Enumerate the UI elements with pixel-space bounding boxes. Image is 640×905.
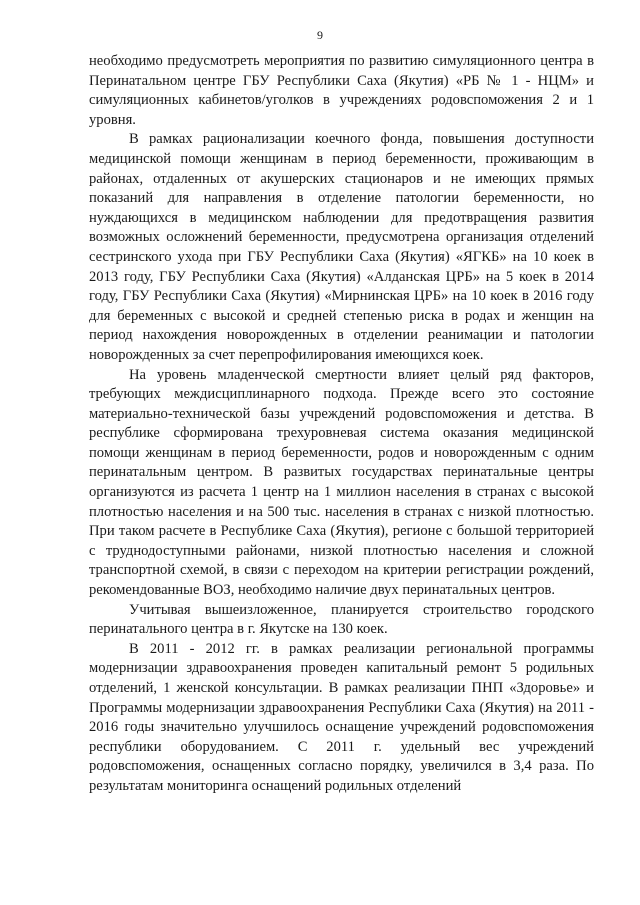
paragraph-2: В рамках рационализации коечного фонда, повышения доступности медицинской помощи женщинам в период беременности, проживающим в районах, отдаленных от акушерских стационаров и не имеющих прямых показаний для направления в отделение патологии беременности, но нуждающихся в медицинском наблюдении для предотвращения развития возможных осложнений беременности, предусмотрена организация отделений сестринского ухода при ГБУ Республики Саха (Якутия) «ЯГКБ» на 10 коек в 2013 году, ГБУ Республики Саха (Якутия) «Алданская ЦРБ» на 5 коек в 2014 году, ГБУ Республики Саха (Якутия) «Мирнинская ЦРБ» на 10 коек в 2016 году для беременных с высокой и средней степенью риска в родах и женщин на период нахождения новорожденных в отделении реанимации и патологии новорожденных за счет перепрофилирования имеющихся коек. [89,131,594,363]
paragraph-5: В 2011 - 2012 гг. в рамках реализации региональной программы модернизации здравоохранения проведен капитальный ремонт 5 родильных отделений, 1 женской консультации. В рамках реализации ПНП «Здоровье» и Программы модернизации здравоохранения Республики Саха (Якутия) на 2011 - 2016 годы значительно улучшилось оснащение учреждений родовспоможения республики оборудованием. С 2011 г. удельный вес учреждений родовспоможения, оснащенных согласно порядку, увеличился в 3,4 раза. По результатам мониторинга оснащений родильных отделений [89,640,594,794]
paragraph-3: На уровень младенческой смертности влияет целый ряд факторов, требующих междисциплинарного подхода. Прежде всего это состояние материально-технической базы учреждений родовспоможения и детства. В республике сформирована трехуровневая система оказания медицинской помощи женщинам в период беременности, родов и новорожденным с одним перинатальным центром. В развитых государствах перинатальные центры организуются из расчета 1 центр на 1 миллион населения в странах с высокой плотностью населения и на 500 тыс. населения в странах с низкой плотностью. При таком расчете в Республике Саха (Якутия), регионе с большой территорией с труднодоступными районами, низкой плотностью населения и сложной транспортной схемой, в связи с переходом на критерии регистрации рождений, рекомендованные ВОЗ, необходимо наличие двух перинатальных центров. [89,366,594,599]
body-text [89,52,594,797]
page-number: 9 [317,28,323,42]
paragraph-1: необходимо предусмотреть мероприятия по развитию симуляционного центра в Перинатальном центре ГБУ Республики Саха (Якутия) «РБ № 1 - НЦМ» и симуляционных кабинетов/уголков в учреждениях родовспоможения 2 и 1 уровня. [89,53,594,128]
paragraph-4: Учитывая вышеизложенное, планируется строительство городского перинатального центра в г. Якутске на 130 коек. [89,601,594,638]
